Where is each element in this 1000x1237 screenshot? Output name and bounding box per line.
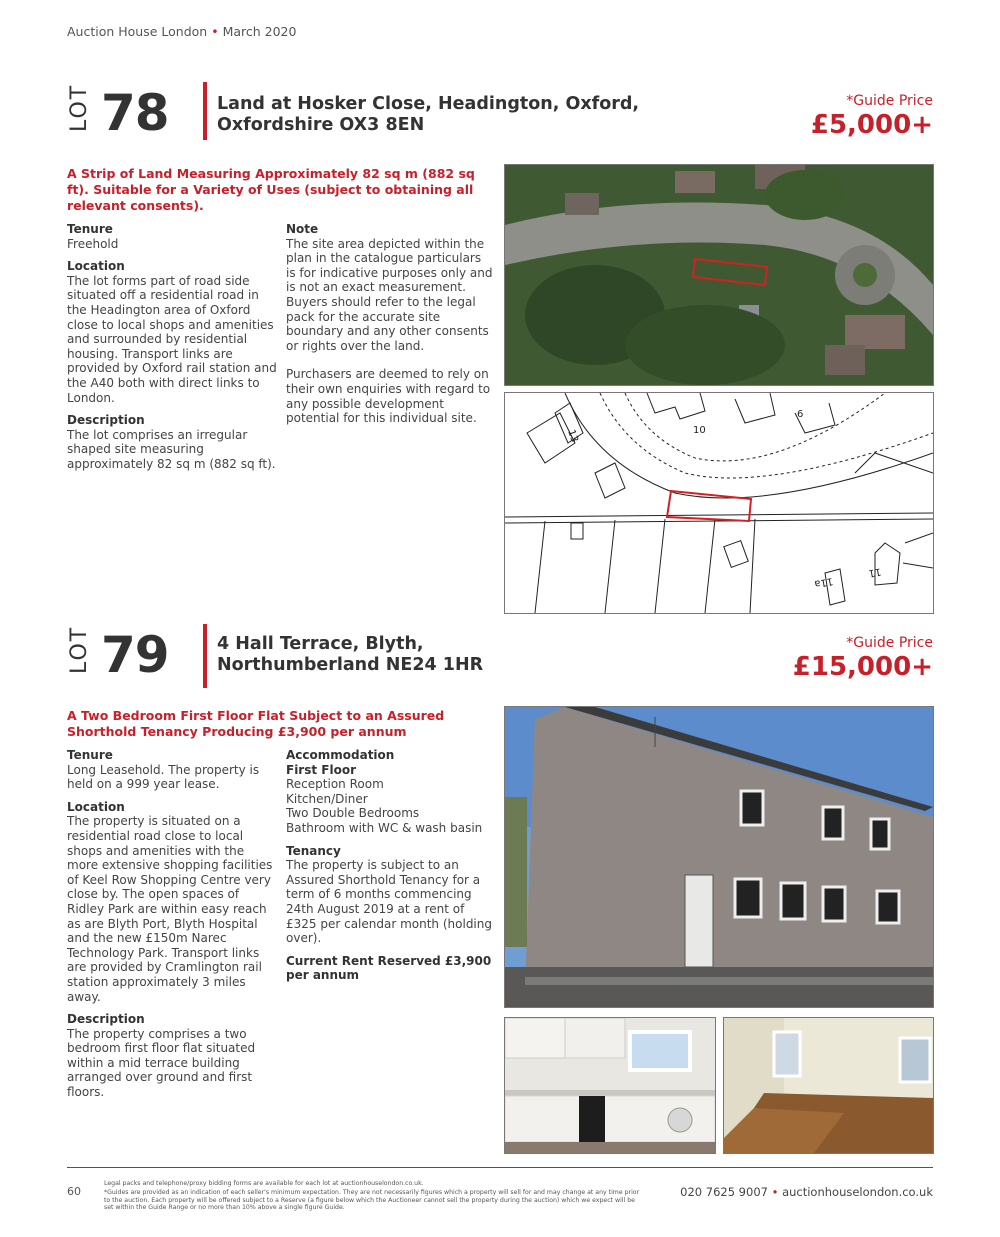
footer-divider xyxy=(67,1167,933,1168)
address-line-1: 4 Hall Terrace, Blyth, xyxy=(217,634,424,654)
description-text: The property comprises a two bedroom first floor flat situated within a mid terrace building arranged over ground and first floors. xyxy=(67,1026,256,1100)
plan-label-13: 13 xyxy=(565,428,580,444)
lot-headline: A Strip of Land Measuring Approximately 82 sq m (882 sq ft). Suitable for a Variety of Uses (subject to obtaining all relevant consents). xyxy=(67,166,475,213)
rent-reserved: Current Rent Reserved £3,900 per annum xyxy=(286,953,492,983)
website-link[interactable]: auctionhouselondon.co.uk xyxy=(782,1185,933,1199)
aerial-photo xyxy=(504,164,934,386)
address-line-2: Northumberland NE24 1HR xyxy=(217,655,484,675)
header-separator: • xyxy=(211,24,219,39)
location-text: The lot forms part of road side situated off a residential road in the Headington area of Oxford close to local shops and amenities and surrounded by residential housing. Transport links are provided by Oxford rail station and the A40 both with direct links to London. xyxy=(67,273,277,405)
contact-separator: • xyxy=(771,1185,779,1199)
lot-address xyxy=(217,94,639,136)
lot-divider xyxy=(203,624,207,688)
phone-number[interactable]: 020 7625 9007 xyxy=(680,1185,768,1199)
site-plan-drawing xyxy=(505,393,933,613)
lot-label: LOT xyxy=(67,625,92,674)
location-heading: Location xyxy=(67,259,125,274)
guide-price-label: *Guide Price xyxy=(846,93,933,109)
floor-heading: First Floor xyxy=(286,762,357,777)
lot-right-column xyxy=(286,222,494,434)
tenancy-text: The property is subject to an Assured Shorthold Tenancy for a term of 6 months commencing 24th August 2019 at a rent of £325 per calendar month (holding over). xyxy=(286,858,492,946)
exterior-photo-illustration xyxy=(505,707,933,1007)
footer-disclaimer xyxy=(104,1180,644,1212)
address-line-2: Oxfordshire OX3 8EN xyxy=(217,115,425,135)
page-number: 60 xyxy=(67,1185,81,1198)
page-header xyxy=(67,24,296,39)
tenure-heading: Tenure xyxy=(67,748,113,762)
plan-label-11a: 11a xyxy=(813,575,834,590)
living-room-photo xyxy=(723,1017,934,1154)
tenure-text: Long Leasehold. The property is held on a 999 year lease. xyxy=(67,762,260,792)
kitchen-photo xyxy=(504,1017,716,1154)
lot-right-column xyxy=(286,748,494,983)
lot-78 xyxy=(67,80,933,620)
tenure-text: Freehold xyxy=(67,236,119,251)
guide-price: £5,000+ xyxy=(810,110,933,140)
lot-left-column xyxy=(67,748,277,1108)
plan-label-11: 11 xyxy=(867,565,882,579)
living-room-photo-illustration xyxy=(724,1018,933,1153)
location-heading: Location xyxy=(67,799,125,814)
lot-left-column xyxy=(67,222,277,480)
location-text: The property is situated on a residential road close to local shops and amenities with the more extensive shopping facilities of Keel Row Shopping Centre very close by. The open spaces of Ridley Park are within easy reach as are Blyth Port, Blyth Hospital and the new £150m Narec Technology Park. Transport links are provided by Cramlington rail station approximately 3 miles away. xyxy=(67,814,273,1004)
tenure-heading: Tenure xyxy=(67,222,113,236)
lot-number: 79 xyxy=(101,626,169,684)
room-item: Reception Room xyxy=(286,777,384,792)
lot-number: 78 xyxy=(101,84,169,142)
room-item: Kitchen/Diner xyxy=(286,791,368,806)
lot-divider xyxy=(203,82,207,140)
address-line-1: Land at Hosker Close, Headington, Oxford, xyxy=(217,94,640,114)
lot-79 xyxy=(67,622,933,1157)
lot-headline: A Two Bedroom First Floor Flat Subject to an Assured Shorthold Tenancy Producing £3,900 per annum xyxy=(67,708,445,739)
plan-label-10: 10 xyxy=(693,425,706,436)
note-heading: Note xyxy=(286,222,319,236)
note-text-2: Purchasers are deemed to rely on their own enquiries with regard to any possible development potential for this individual site. xyxy=(286,367,491,426)
description-text: The lot comprises an irregular shaped site measuring approximately 82 sq m (882 sq ft). xyxy=(67,427,276,471)
note-text: The site area depicted within the plan in the catalogue particulars is for indicative purposes only and is not an exact measurement. Buyers should refer to the legal pack for the accurate site boundary and any other consents or rights over the land. xyxy=(286,236,493,353)
room-item: Two Double Bedrooms xyxy=(286,806,420,821)
publication-date: March 2020 xyxy=(222,24,297,39)
accommodation-heading: Accommodation xyxy=(286,748,395,762)
disclaimer-line-1: Legal packs and telephone/proxy bidding forms are available for each lot at auctionhouselondon.co.uk. xyxy=(104,1180,424,1187)
aerial-photo-illustration xyxy=(505,165,933,385)
publisher-name: Auction House London xyxy=(67,24,208,39)
guide-price-label: *Guide Price xyxy=(846,635,933,651)
description-heading: Description xyxy=(67,1012,145,1027)
footer-contact xyxy=(680,1185,933,1199)
site-plan xyxy=(504,392,934,614)
room-item: Bathroom with WC & wash basin xyxy=(286,820,483,835)
exterior-photo xyxy=(504,706,934,1008)
disclaimer-line-2: *Guides are provided as an indication of each seller's minimum expectation. They are not necessarily figures which a property will sell for and may change at any time prior to the auction. Each property will be offered subject to a Reserve (a figure below which the Auctioneer cannot sell the property during the auction) which we expect will be set within the Guide Range or no more than 10% above a single figure Guide. xyxy=(104,1189,640,1212)
description-heading: Description xyxy=(67,413,145,428)
lot-address xyxy=(217,634,483,676)
tenancy-heading: Tenancy xyxy=(286,843,341,858)
lot-label: LOT xyxy=(67,83,92,132)
plan-label-6: 6 xyxy=(797,409,804,420)
guide-price: £15,000+ xyxy=(792,652,933,682)
kitchen-photo-illustration xyxy=(505,1018,715,1153)
